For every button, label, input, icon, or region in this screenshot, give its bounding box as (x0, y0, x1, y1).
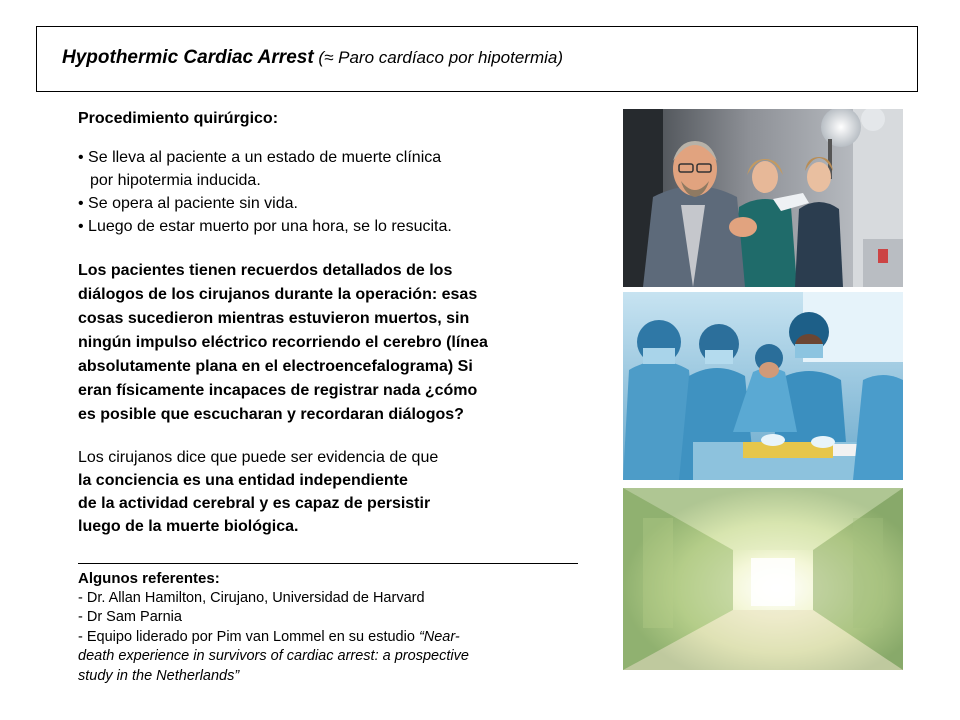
reference-item: - Dr Sam Parnia (78, 609, 182, 625)
procedure-item (78, 215, 452, 238)
surgical-team-photo (623, 292, 903, 480)
study-title-part: death experience in survivors of cardiac arrest: a prospective (78, 648, 469, 664)
references-separator (78, 563, 578, 564)
conclusion-line: luego de la muerte biológica. (78, 518, 299, 535)
procedure-item-line: • Se opera al paciente sin vida. (78, 195, 298, 212)
study-title-part: study in the Netherlands” (78, 667, 240, 684)
study-title-part: “Near- (418, 628, 460, 645)
memories-line: ningún impulso eléctrico recorriendo el cerebro (línea (78, 334, 488, 351)
memories-line: cosas sucedieron mientras estuvieron muertos, sin (78, 310, 470, 327)
title-subtitle: Paro cardíaco por hipotermia) (333, 48, 564, 67)
title-open: ( (313, 48, 325, 67)
procedure-item-line: • Se lleva al paciente a un estado de muerte clínica (78, 149, 442, 166)
procedure-item-continuation: por hipotermia inducida. (90, 172, 261, 189)
references-title: Algunos referentes: (78, 570, 220, 587)
procedure-item (78, 192, 452, 215)
slide-title (62, 47, 563, 69)
blurred-hospital-corridor-photo (623, 488, 903, 670)
procedure-heading: Procedimiento quirúrgico: (78, 110, 279, 127)
memories-line: es posible que escucharan y recordaran diálogos? (78, 406, 464, 423)
conclusion-line: de la actividad cerebral y es capaz de persistir (78, 495, 431, 512)
title-box (36, 26, 918, 92)
memories-line: Los pacientes tienen recuerdos detallados de los (78, 262, 453, 279)
conclusion-line: Los cirujanos dice que puede ser evidencia de que (78, 449, 439, 466)
memories-line: eran físicamente incapaces de registrar nada ¿cómo (78, 382, 478, 399)
title-main: Hypothermic Cardiac Arrest (62, 47, 314, 68)
reference-item: - Dr. Allan Hamilton, Cirujano, Universidad de Harvard (78, 589, 425, 606)
procedure-list (78, 146, 452, 238)
memories-line: absolutamente plana en el electroencefalograma) Si (78, 358, 473, 375)
procedure-item (78, 146, 452, 192)
conclusion-paragraph (78, 446, 438, 538)
memories-paragraph (78, 259, 488, 427)
procedure-item-line: • Luego de estar muerto por una hora, se lo resucita. (78, 218, 452, 235)
title-approx: ≈ (324, 48, 334, 67)
references-section (78, 569, 469, 686)
study-prefix: - Equipo liderado por Pim van Lommel en su estudio (78, 628, 419, 645)
reference-item-study (78, 628, 469, 648)
doctor-teaching-photo (623, 109, 903, 287)
memories-line: diálogos de los cirujanos durante la operación: esas (78, 286, 478, 303)
conclusion-line: la conciencia es una entidad independiente (78, 472, 408, 489)
